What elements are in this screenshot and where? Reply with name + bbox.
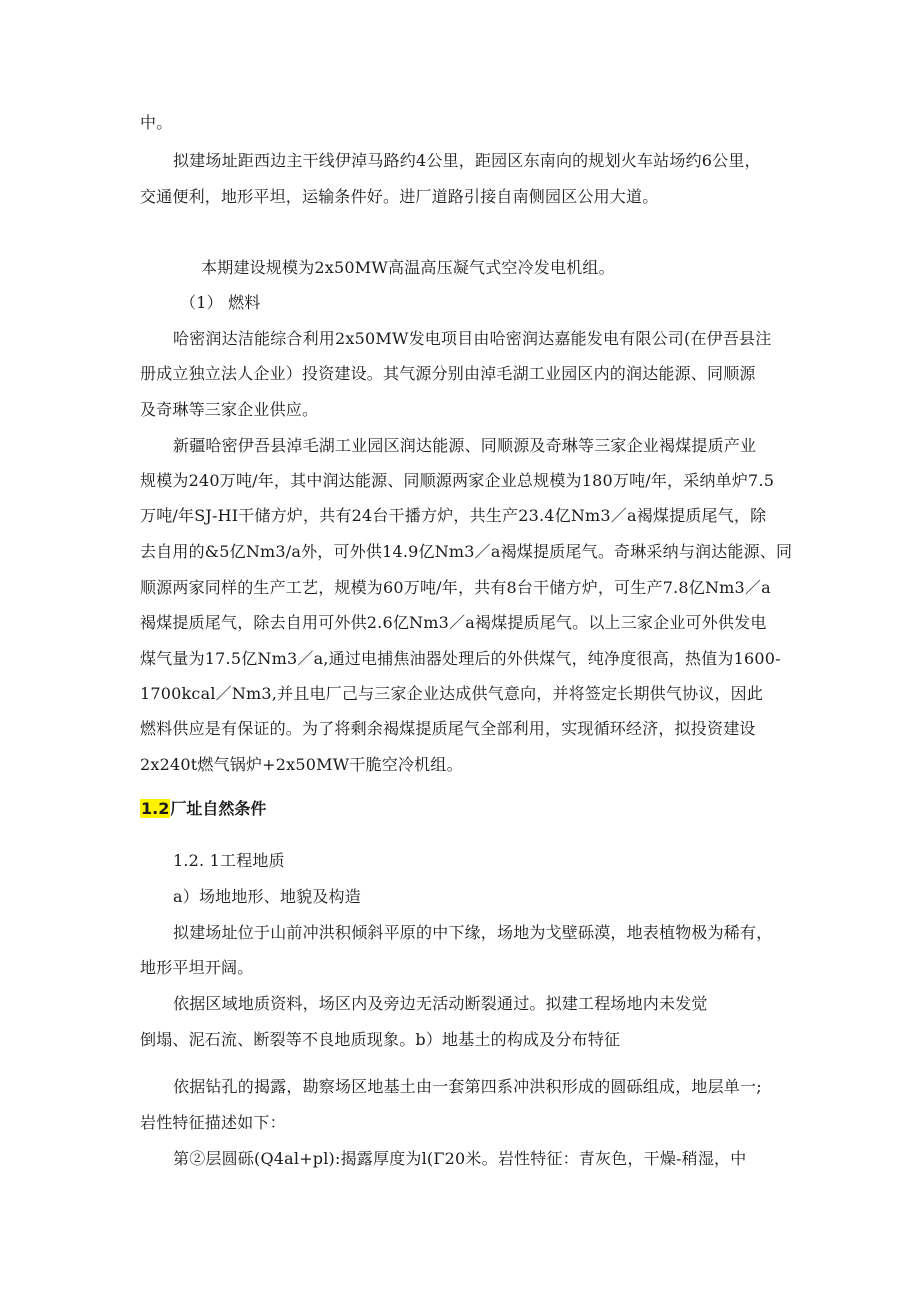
- text-line: 1700kcal／Nm3,并且电厂己与三家企业达成供气意向，并将签定长期供气协议，因此: [140, 684, 764, 703]
- text-line: 燃料供应是有保证的。为了将剩余褐煤提质尾气全部利用，实现循环经济，拟投资建设: [140, 719, 756, 738]
- text-line: 册成立独立法人企业）投资建设。其气源分别由淖毛湖工业园区内的润达能源、同顺源: [140, 364, 756, 383]
- text-line: 万吨/年SJ-HI干储方炉，共有24台干播方炉，共生产23.4亿Nm3／a褐煤提质尾气，除: [140, 506, 767, 525]
- text-line: 拟建场址距西边主干线伊淖马路约4公里，距园区东南向的规划火车站场约6公里，: [173, 151, 761, 170]
- text-line: 中。: [140, 113, 173, 132]
- text-line: 地形平坦开阔。: [140, 958, 254, 977]
- text-line: 哈密润达洁能综合利用2x50MW发电项目由哈密润达嘉能发电有限公司(在伊吾县注: [173, 329, 772, 348]
- heading-title: 厂址自然条件: [170, 799, 267, 818]
- text-line: 规模为240万吨/年，其中润达能源、同顺源两家企业总规模为180万吨/年，采纳单炉7.5: [140, 471, 775, 490]
- section-label-fuel: （1） 燃料: [180, 293, 261, 312]
- text-line: 第②层圆砾(Q4al+pl):揭露厚度为l(Γ20米。岩性特征：青灰色，干燥-稍湿，中: [173, 1149, 747, 1168]
- section-heading: [140, 798, 266, 820]
- text-line: 及奇琳等三家企业供应。: [140, 400, 319, 419]
- text-line: 新疆哈密伊吾县淖毛湖工业园区润达能源、同顺源及奇琳等三家企业褐煤提质产业: [173, 436, 757, 455]
- text-line: 交通便利，地形平坦，运输条件好。进厂道路引接自南侧园区公用大道。: [140, 187, 659, 206]
- subsection-heading: 1.2. 1工程地质: [173, 851, 285, 870]
- text-line: 去自用的&5亿Nm3/a外，可外供14.9亿Nm3／a褐煤提质尾气。奇琳采纳与润达能源、同: [140, 542, 793, 561]
- text-line: 2x240t燃气锅炉+2x50MW干脆空冷机组。: [140, 755, 463, 774]
- text-line: 拟建场址位于山前冲洪积倾斜平原的中下缘，场地为戈壁砾漠，地表植物极为稀有，: [173, 923, 773, 942]
- text-line: 顺源两家同样的生产工艺，规模为60万吨/年，共有8台干储方炉，可生产7.8亿Nm3／a: [140, 578, 771, 597]
- text-line: 倒塌、泥石流、断裂等不良地质现象。b）地基土的构成及分布特征: [140, 1030, 621, 1049]
- text-line: 依据区域地质资料，场区内及旁边无活动断裂通过。拟建工程场地内未发觉: [173, 994, 708, 1013]
- text-line: 煤气量为17.5亿Nm3／a,通过电捕焦油器处理后的外供煤气，纯净度很高，热值为1600-: [140, 649, 781, 668]
- text-line: 岩性特征描述如下：: [140, 1113, 286, 1132]
- text-line: 本期建设规模为2x50MW高温高压凝气式空冷发电机组。: [201, 258, 615, 277]
- text-line: a）场地地形、地貌及构造: [173, 887, 361, 906]
- text-line: 褐煤提质尾气，除去自用可外供2.6亿Nm3／a褐煤提质尾气。以上三家企业可外供发电: [140, 613, 767, 632]
- heading-number: 1.2: [141, 799, 170, 818]
- text-line: 依据钻孔的揭露，勘察场区地基土由一套第四系冲洪积形成的圆砾组成，地层单一;: [173, 1077, 762, 1096]
